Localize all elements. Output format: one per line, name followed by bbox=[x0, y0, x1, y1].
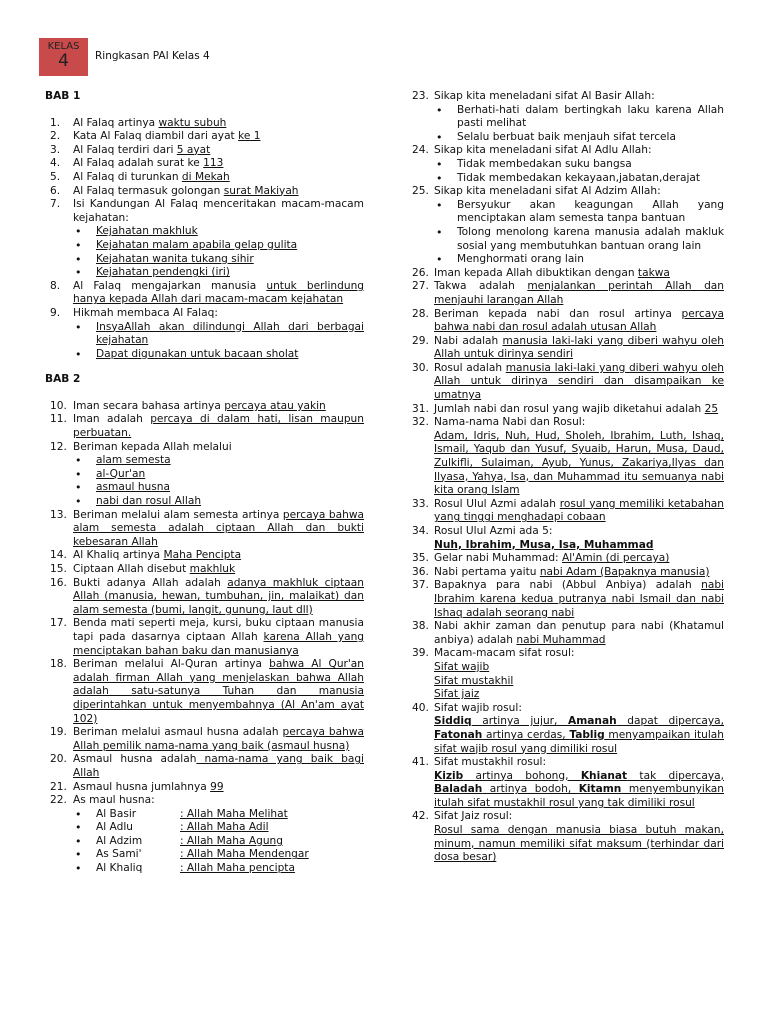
item-text: As maul husna: bbox=[73, 794, 155, 807]
item-answer: nabi Ibrahim karena kedua putranya nabi Ismail dan nabi Ishaq adalah seorang nabi bbox=[434, 579, 724, 619]
item-text: Sikap kita meneladani sifat Al Basir Allah: bbox=[434, 90, 655, 102]
item-text: Nabi pertama yaitu bbox=[434, 565, 540, 578]
sifat-rosul-type: Sifat mustakhil bbox=[434, 674, 514, 687]
item-number: 27. bbox=[412, 280, 429, 293]
bullet-text: nabi dan rosul Allah bbox=[96, 495, 202, 508]
item-text: Sikap kita meneladani sifat Al Adlu Allah: bbox=[434, 144, 652, 157]
bullet-text: Kejahatan pendengki (iri) bbox=[96, 266, 230, 279]
list-item bbox=[44, 185, 364, 199]
item-text: Iman secara bahasa artinya bbox=[73, 399, 225, 412]
asmaul-husna-entry bbox=[96, 808, 288, 820]
term-meaning: artinya cerdas, bbox=[482, 728, 570, 741]
item-number: 5. bbox=[50, 170, 61, 183]
list-item bbox=[412, 90, 724, 144]
bullet-item bbox=[434, 131, 724, 145]
list-item bbox=[44, 307, 364, 361]
term: Fatonah bbox=[434, 728, 483, 741]
asmaul-husna-name: Al Adzim bbox=[96, 834, 143, 847]
item-answer: bahwa Al Qur'an adalah firman Allah yang menjelaskan bahwa Allah adalah satu-satunya Tuhan dan manusia diperintahkan untuk menyembahnya (Al An'am ayat 102) bbox=[73, 658, 365, 725]
bullet-item bbox=[73, 225, 364, 239]
list-item bbox=[44, 441, 364, 509]
bullet-item bbox=[73, 239, 364, 253]
item-answer: Rosul sama dengan manusia biasa butuh makan, minum, namun memiliki sifat maksum (terhindar dari dosa besar) bbox=[434, 824, 724, 864]
bullet-text: Tolong menolong karena manusia adalah makluk sosial yang membutuhkan bantuan orang lain bbox=[457, 225, 724, 252]
bullet-list bbox=[73, 808, 364, 876]
class-badge-label: KELAS bbox=[47, 41, 80, 52]
bullet-item bbox=[434, 104, 724, 131]
item-text: Bapaknya para nabi (Abbul Anbiya) adalah bbox=[434, 579, 702, 592]
item-text: Nabi akhir zaman dan penutup para nabi (Khatamul anbiya) adalah bbox=[434, 620, 724, 646]
item-answer: 25 bbox=[704, 402, 719, 415]
bullet-text: Tidak membedakan suku bangsa bbox=[457, 157, 632, 170]
bullet-item bbox=[73, 454, 364, 468]
bullet-item bbox=[434, 199, 724, 226]
asmaul-husna-meaning: : Allah Maha Adil bbox=[180, 821, 269, 834]
item-answer: percaya atau yakin bbox=[224, 399, 326, 412]
term-meaning: tak dipercaya, bbox=[627, 769, 724, 782]
bullet-list bbox=[434, 199, 724, 267]
item-number: 33. bbox=[412, 497, 429, 510]
item-number: 40. bbox=[412, 701, 429, 714]
bullet-item bbox=[73, 862, 364, 876]
item-answer: takwa bbox=[637, 266, 670, 279]
item-text: Rosul Ulul Azmi adalah bbox=[434, 497, 560, 510]
list-item bbox=[44, 794, 364, 876]
item-list bbox=[44, 117, 364, 362]
item-number: 1. bbox=[50, 116, 61, 129]
list-item bbox=[412, 756, 724, 810]
list-item bbox=[412, 308, 724, 335]
item-answer bbox=[434, 715, 724, 756]
item-number: 21. bbox=[50, 780, 67, 793]
item-text: Beriman melalui alam semesta artinya bbox=[73, 508, 283, 521]
item-text: Al Falaq adalah surat ke bbox=[73, 157, 204, 170]
list-item bbox=[412, 566, 724, 580]
item-number: 16. bbox=[50, 576, 67, 589]
bullet-text: Berhati-hati dalam bertingkah laku karena Allah pasti melihat bbox=[457, 103, 724, 130]
list-item bbox=[412, 144, 724, 185]
item-number: 26. bbox=[412, 266, 429, 279]
item-text: Asmaul husna adalah bbox=[73, 753, 197, 766]
bullet-list bbox=[73, 454, 364, 508]
item-answer: Adam, Idris, Nuh, Hud, Sholeh, Ibrahim, Luth, Ishaq, Ismail, Yaqub dan Yusuf, Syuaib, Harun, Musa, Daud, Zulkifli, Sulaiman, Ayub, Yunus, Zakariya,Ilyas dan Ilyasa, Yahya, Isa, dan Muhammad itu semuanya nabi kita orang Islam bbox=[434, 429, 724, 497]
item-number: 24. bbox=[412, 144, 429, 157]
list-item bbox=[412, 579, 724, 620]
bullet-list bbox=[73, 225, 364, 279]
item-answer: manusia laki-laki yang diberi wahyu oleh Allah untuk dirinya sendiri dan disampaikan ke umatnya bbox=[434, 361, 724, 402]
bullet-text: InsyaAllah akan dilindungi Allah dari berbagai kejahatan bbox=[96, 320, 364, 347]
list-item bbox=[412, 525, 724, 552]
item-text: Gelar nabi Muhammad: bbox=[434, 552, 562, 565]
list-item bbox=[412, 702, 724, 756]
term: Kizib bbox=[434, 769, 464, 782]
item-text: Nama-nama Nabi dan Rosul: bbox=[434, 416, 586, 429]
asmaul-husna-entry bbox=[96, 862, 295, 874]
asmaul-husna-entry bbox=[96, 821, 269, 833]
item-answer: menjalankan perintah Allah dan menjauhi larangan Allah bbox=[434, 280, 724, 306]
term: Kitamn bbox=[578, 783, 622, 796]
bullet-text: Menghormati orang lain bbox=[457, 253, 584, 266]
item-text: Sifat wajib rosul: bbox=[434, 701, 522, 714]
item-number: 3. bbox=[50, 143, 61, 156]
bullet-list bbox=[434, 104, 724, 145]
item-answer: percaya di dalam hati, lisan maupun perbuatan. bbox=[73, 413, 364, 440]
item-number: 30. bbox=[412, 361, 429, 374]
document-title: Ringkasan PAI Kelas 4 bbox=[95, 50, 210, 62]
list-item bbox=[44, 549, 364, 563]
bullet-text: asmaul husna bbox=[96, 481, 171, 494]
bullet-item bbox=[73, 808, 364, 822]
item-text: Benda mati seperti meja, kursi, buku ciptaan manusia tapi pada dasarnya ciptaan Allah bbox=[73, 617, 364, 643]
item-text: Beriman melalui Al-Quran artinya bbox=[73, 658, 270, 671]
item-text: Sikap kita meneladani sifat Al Adzim Allah: bbox=[434, 185, 661, 198]
bullet-text: Kejahatan makhluk bbox=[96, 225, 198, 238]
bullet-text: al-Qur'an bbox=[96, 467, 146, 480]
item-answer: untuk berlindung hanya kepada Allah dari macam-macam kejahatan bbox=[73, 279, 365, 306]
list-item bbox=[412, 498, 724, 525]
list-item bbox=[412, 620, 724, 647]
item-text: Al Falaq terdiri dari bbox=[73, 143, 177, 156]
item-answer: percaya bahwa nabi dan rosul adalah utusan Allah bbox=[434, 307, 724, 334]
item-number: 35. bbox=[412, 552, 429, 565]
list-item bbox=[412, 267, 724, 281]
item-text: Iman adalah bbox=[73, 413, 151, 426]
item-answer: di Mekah bbox=[181, 170, 230, 183]
list-item bbox=[44, 753, 364, 780]
item-text: Sifat mustakhil rosul: bbox=[434, 756, 547, 769]
item-text: Iman kepada Allah dibuktikan dengan bbox=[434, 266, 638, 279]
list-item bbox=[412, 280, 724, 307]
item-text: Ciptaan Allah disebut bbox=[73, 563, 190, 575]
item-answer: adanya makhluk ciptaan Allah (manusia, hewan, tumbuhan, jin, malaikat) dan alam semesta (bumi, langit, gunung, laut dll) bbox=[73, 576, 364, 616]
right-column bbox=[412, 90, 724, 865]
list-item bbox=[44, 400, 364, 414]
bullet-item bbox=[73, 468, 364, 482]
item-text: Takwa adalah bbox=[434, 280, 528, 293]
item-list bbox=[412, 90, 724, 865]
term: Amanah bbox=[568, 715, 617, 728]
bullet-item bbox=[434, 226, 724, 253]
list-item bbox=[44, 658, 364, 726]
bullet-item bbox=[73, 253, 364, 267]
asmaul-husna-meaning: : Allah Maha Mendengar bbox=[180, 848, 309, 861]
bullet-list bbox=[434, 158, 724, 185]
item-answer: 113 bbox=[203, 157, 224, 170]
item-number: 15. bbox=[50, 563, 67, 575]
asmaul-husna-name: Al Basir bbox=[96, 807, 137, 820]
item-number: 7. bbox=[50, 198, 61, 211]
asmaul-husna-name: Al Adlu bbox=[96, 821, 134, 834]
item-answer: Maha Pencipta bbox=[163, 549, 242, 562]
term-meaning: artinya bodoh, bbox=[482, 783, 579, 796]
item-number: 37. bbox=[412, 579, 429, 592]
list-item bbox=[412, 362, 724, 403]
item-text: Beriman melalui asmaul husna adalah bbox=[73, 726, 283, 739]
list-item bbox=[44, 617, 364, 658]
bullet-item bbox=[73, 835, 364, 849]
list-item bbox=[412, 185, 724, 267]
bullet-item bbox=[434, 158, 724, 172]
bullet-item bbox=[73, 266, 364, 280]
item-number: 34. bbox=[412, 525, 429, 537]
item-answer: 5 ayat bbox=[176, 143, 211, 156]
item-text: Isi Kandungan Al Falaq menceritakan macam-macam kejahatan: bbox=[73, 198, 364, 224]
term-meaning: menyembunyikan itulah sifat mustakhil rosul yang tak dimiliki rosul bbox=[434, 783, 725, 809]
item-text: Asmaul husna jumlahnya bbox=[73, 780, 211, 793]
item-answer: makhluk bbox=[189, 563, 236, 575]
item-answer: waktu subuh bbox=[158, 116, 227, 129]
item-number: 6. bbox=[50, 184, 61, 197]
item-number: 36. bbox=[412, 565, 429, 578]
item-text: Rosul Ulul Azmi ada 5: bbox=[434, 525, 553, 537]
item-number: 32. bbox=[412, 416, 429, 429]
item-number: 22. bbox=[50, 794, 67, 807]
asmaul-husna-meaning: : Allah Maha Agung bbox=[180, 834, 283, 847]
item-text: Al Falaq mengajarkan manusia bbox=[73, 279, 267, 292]
bullet-item bbox=[73, 321, 364, 348]
list-item bbox=[412, 335, 724, 362]
item-number: 8. bbox=[50, 279, 61, 292]
list-item bbox=[412, 810, 724, 864]
item-text: Sifat Jaiz rosul: bbox=[434, 810, 513, 823]
asmaul-husna-entry bbox=[96, 835, 283, 847]
term-meaning: menyampaikan itulah sifat wajib rosul yang dimiliki rosul bbox=[434, 728, 724, 755]
list-item bbox=[44, 413, 364, 440]
list-item bbox=[44, 144, 364, 158]
item-text: Kata Al Falaq diambil dari ayat bbox=[73, 130, 239, 143]
item-answer: rosul yang memiliki ketabahan yang tinggi menghadapi cobaan bbox=[434, 497, 724, 524]
item-number: 39. bbox=[412, 647, 429, 660]
left-column bbox=[44, 90, 364, 876]
term-meaning: dapat dipercaya, bbox=[616, 715, 724, 728]
bullet-item bbox=[73, 481, 364, 495]
item-answer: nama-nama yang baik bagi Allah bbox=[73, 753, 364, 779]
list-item bbox=[44, 117, 364, 131]
list-item bbox=[44, 509, 364, 550]
list-item bbox=[412, 552, 724, 566]
item-number: 25. bbox=[412, 185, 429, 198]
item-number: 11. bbox=[50, 413, 67, 426]
bullet-text: Kejahatan malam apabila gelap gulita bbox=[96, 238, 298, 251]
item-number: 42. bbox=[412, 810, 429, 823]
class-badge-number: 4 bbox=[58, 51, 69, 71]
item-text: Hikmah membaca Al Falaq: bbox=[73, 306, 218, 319]
item-number: 12. bbox=[50, 440, 67, 453]
sifat-rosul-type: Sifat wajib bbox=[434, 660, 490, 673]
bullet-text: alam semesta bbox=[96, 454, 171, 467]
item-number: 2. bbox=[50, 130, 61, 143]
item-number: 9. bbox=[50, 306, 61, 319]
item-number: 23. bbox=[412, 90, 429, 102]
list-item bbox=[412, 416, 724, 498]
bullet-text: Dapat digunakan untuk bacaan sholat bbox=[96, 347, 299, 360]
bullet-text: Kejahatan wanita tukang sihir bbox=[96, 252, 254, 265]
item-answer: karena Allah yang menciptakan bahan baku dan manusianya bbox=[73, 630, 365, 657]
list-item bbox=[44, 280, 364, 307]
item-text: Beriman kepada Allah melalui bbox=[73, 440, 232, 453]
list-item bbox=[44, 563, 364, 577]
bullet-text: Selalu berbuat baik menjauh sifat tercela bbox=[457, 130, 676, 143]
bullet-item bbox=[434, 253, 724, 267]
list-item bbox=[44, 130, 364, 144]
asmaul-husna-meaning: : Allah Maha Melihat bbox=[180, 807, 288, 820]
item-text: Macam-macam sifat rosul: bbox=[434, 647, 575, 660]
item-answer: nabi Adam (Bapaknya manusia) bbox=[539, 565, 710, 578]
item-number: 29. bbox=[412, 334, 429, 347]
item-text: Al Falaq termasuk golongan bbox=[73, 184, 224, 197]
term-meaning: artinya bohong, bbox=[463, 769, 581, 782]
list-item bbox=[44, 726, 364, 753]
chapter-heading: BAB 1 bbox=[45, 90, 81, 102]
item-text: Nabi adalah bbox=[434, 334, 503, 347]
item-number: 20. bbox=[50, 753, 67, 766]
term-meaning: artinya jujur, bbox=[471, 715, 569, 728]
item-text: Al Khaliq artinya bbox=[73, 549, 164, 562]
item-text: Al Falaq artinya bbox=[73, 116, 159, 129]
bullet-item bbox=[434, 172, 724, 186]
bullet-item bbox=[73, 821, 364, 835]
list-item bbox=[44, 577, 364, 618]
item-answer: 99 bbox=[210, 780, 224, 793]
term: Khianat bbox=[580, 769, 628, 782]
item-number: 10. bbox=[50, 399, 67, 412]
item-text: Al Falaq di turunkan bbox=[73, 170, 182, 183]
item-answer: Al'Amin (di percaya) bbox=[561, 552, 670, 565]
bullet-item bbox=[73, 848, 364, 862]
item-text: Rosul adalah bbox=[434, 361, 506, 374]
item-number: 38. bbox=[412, 620, 429, 633]
item-text: Beriman kepada nabi dan rosul artinya bbox=[434, 307, 682, 320]
term: Siddiq bbox=[434, 715, 472, 728]
item-number: 13. bbox=[50, 508, 67, 521]
item-answer: nabi Muhammad bbox=[516, 633, 606, 646]
item-answer: percaya bahwa Allah pemilik nama-nama yang baik (asmaul husna) bbox=[73, 726, 364, 752]
sifat-rosul-type: Sifat jaiz bbox=[434, 688, 480, 701]
item-answer: surat Makiyah bbox=[223, 184, 299, 197]
item-number: 17. bbox=[50, 617, 67, 630]
asmaul-husna-entry bbox=[96, 848, 309, 860]
term: Tablig bbox=[569, 728, 605, 741]
list-item bbox=[412, 647, 724, 701]
item-answer: ke 1 bbox=[238, 130, 261, 143]
item-list bbox=[44, 400, 364, 876]
list-item bbox=[44, 157, 364, 171]
asmaul-husna-name: As Sami' bbox=[96, 848, 142, 861]
bullet-item bbox=[73, 348, 364, 362]
item-answer: percaya bahwa alam semesta adalah ciptaan Allah dan bukti kebesaran Allah bbox=[73, 508, 364, 548]
item-text: Jumlah nabi dan rosul yang wajib diketahui adalah bbox=[434, 402, 705, 415]
item-answer: Nuh, Ibrahim, Musa, Isa, Muhammad bbox=[434, 538, 654, 551]
item-number: 4. bbox=[50, 157, 61, 170]
list-item bbox=[44, 781, 364, 795]
item-number: 14. bbox=[50, 549, 67, 562]
item-text: Bukti adanya Allah adalah bbox=[73, 576, 228, 589]
chapter-heading: BAB 2 bbox=[45, 373, 81, 386]
term: Baladah bbox=[434, 783, 483, 796]
item-number: 28. bbox=[412, 307, 429, 320]
bullet-text: Tidak membedakan kekayaan,jabatan,derajat bbox=[457, 171, 701, 184]
bullet-text: Bersyukur akan keagungan Allah yang menciptakan alam semesta tanpa bantuan bbox=[457, 198, 724, 225]
item-answer bbox=[434, 770, 724, 811]
list-item bbox=[44, 198, 364, 280]
asmaul-husna-meaning: : Allah Maha pencipta bbox=[180, 862, 295, 875]
bullet-list bbox=[73, 321, 364, 362]
list-item bbox=[44, 171, 364, 185]
class-badge bbox=[39, 38, 88, 76]
item-number: 31. bbox=[412, 402, 429, 415]
asmaul-husna-name: Al Khaliq bbox=[96, 862, 143, 875]
item-number: 41. bbox=[412, 756, 429, 769]
item-number: 19. bbox=[50, 726, 67, 739]
list-item bbox=[412, 403, 724, 417]
item-answer: manusia laki-laki yang diberi wahyu oleh Allah untuk dirinya sendiri bbox=[434, 334, 724, 361]
bullet-item bbox=[73, 495, 364, 509]
item-number: 18. bbox=[50, 658, 67, 671]
